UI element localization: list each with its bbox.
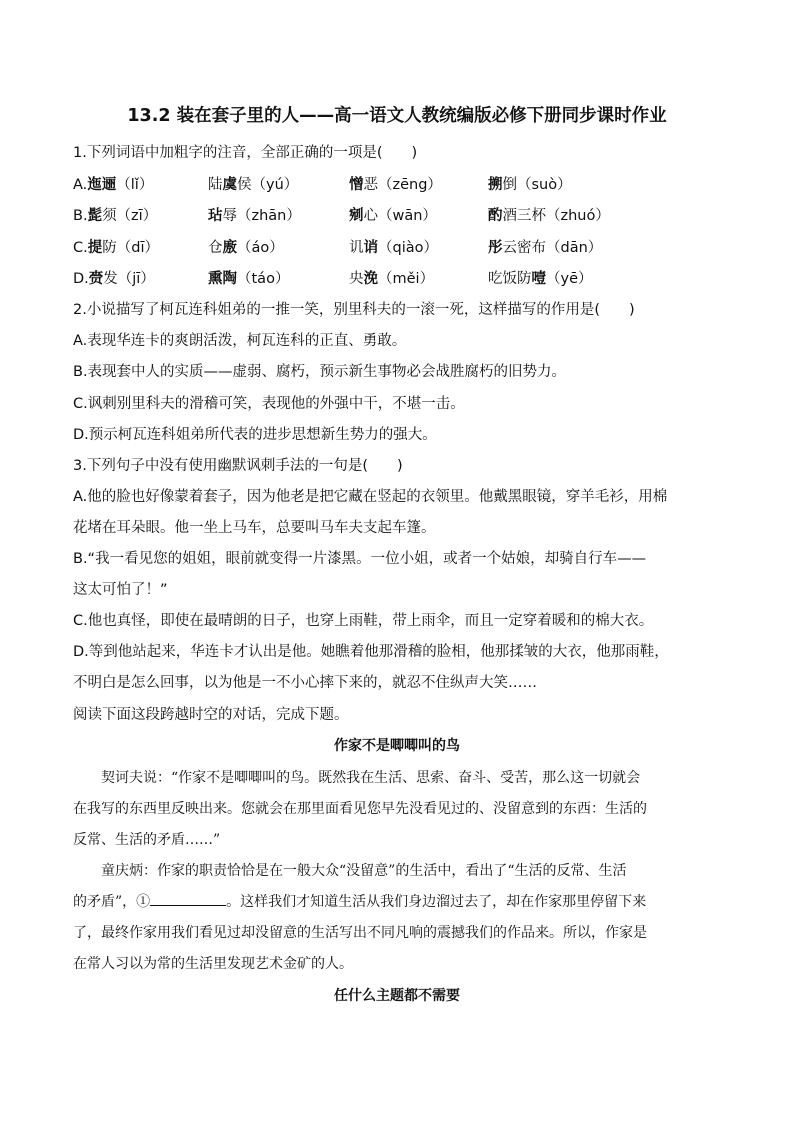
question-3-option-d-line1: D.等到他站起来，华连卡才认出是他。她瞧着他那滑稽的脸相，他那揉皱的大衣，他那雨鞋，: [73, 644, 669, 660]
question-1-option-d: D.赍发（jī） 熏陶（táo） 央浼（měi） 吃饭防噎（yē）: [73, 271, 593, 287]
passage-section-2-title: 任什么主题都不需要: [334, 988, 460, 1004]
reading-instructions: 阅读下面这段跨越时空的对话，完成下题。: [73, 707, 349, 723]
question-3-option-a-line2: 花堵在耳朵眼。他一坐上马车，总要叫马车夫支起车篷。: [73, 520, 436, 536]
question-3-stem: 3.下列句子中没有使用幽默讽刺手法的一句是( ): [73, 458, 403, 474]
question-2-option-c: C.讽刺别里科夫的滑稽可笑，表现他的外强中干，不堪一击。: [73, 396, 465, 412]
question-3-option-b-line2: 这太可怕了！”: [73, 582, 168, 598]
passage-section-1-title: 作家不是唧唧叫的鸟: [334, 738, 460, 754]
question-1-option-c: C.提防（dī） 仓廒（áo） 讥诮（qiào） 彤云密布（dān）: [73, 240, 603, 256]
question-2-option-b: B.表现套中人的实质——虚弱、腐朽，预示新生事物必会战胜腐朽的旧势力。: [73, 364, 567, 380]
question-3-option-a-line1: A.他的脸也好像蒙着套子，因为他老是把它藏在竖起的衣领里。他戴黑眼镜，穿羊毛衫，用棉: [73, 489, 668, 505]
question-1-stem: 1.下列词语中加粗字的注音，全部正确的一项是( ): [73, 145, 418, 161]
passage-line: 了，最终作家用我们看见过却没留意的生活写出不同凡响的震撼我们的作品来。所以，作家是: [73, 925, 647, 941]
passage-line: 在常人习以为常的生活里发现艺术金矿的人。: [73, 956, 353, 972]
passage-line: 契诃夫说：“作家不是唧唧叫的鸟。既然我在生活、思索、奋斗、受苦，那么这一切就会: [101, 770, 641, 786]
question-3-option-d-line2: 不明白是怎么回事，以为他是一不小心摔下来的，就忍不住纵声大笑……: [73, 675, 537, 691]
passage-line: 反常、生活的矛盾……”: [73, 832, 221, 848]
question-2-option-a: A.表现华连卡的爽朗活泼，柯瓦连科的正直、勇敢。: [73, 333, 407, 349]
passage-line: 在我写的东西里反映出来。您就会在那里面看见您早先没看见过的、没留意到的东西：生活的: [73, 801, 647, 817]
question-3-option-b-line1: B.“我一看见您的姐姐，眼前就变得一片漆黑。一位小姐，或者一个姑娘，却骑自行车——: [73, 551, 647, 567]
question-2-option-d: D.预示柯瓦连科姐弟所代表的进步思想新生势力的强大。: [73, 427, 437, 443]
question-3-option-c: C.他也真怪，即使在最晴朗的日子，也穿上雨鞋，带上雨伞，而且一定穿着暖和的棉大衣。: [73, 613, 654, 629]
fill-in-blank-1: [150, 891, 226, 906]
question-1-option-b: B.髭须（zī） 玷辱（zhān） 剜心（wān） 酌酒三杯（zhuó）: [73, 208, 610, 224]
page-title: 13.2 装在套子里的人——高一语文人教统编版必修下册同步课时作业: [127, 106, 667, 126]
passage-line-with-blank: 的矛盾”，① 。这样我们才知道生活从我们身边溜过去了，却在作家那里停留下来: [73, 891, 646, 913]
passage-line: 童庆炳：作家的职责恰恰是在一般大众“没留意”的生活中，看出了“生活的反常、生活: [101, 863, 627, 879]
question-1-option-a: A.迤逦（lǐ） 陆虞侯（yú） 憎恶（zēng） 搠倒（suò）: [73, 177, 572, 193]
question-2-stem: 2.小说描写了柯瓦连科姐弟的一推一笑，别里科夫的一滚一死，这样描写的作用是( ): [73, 302, 635, 318]
